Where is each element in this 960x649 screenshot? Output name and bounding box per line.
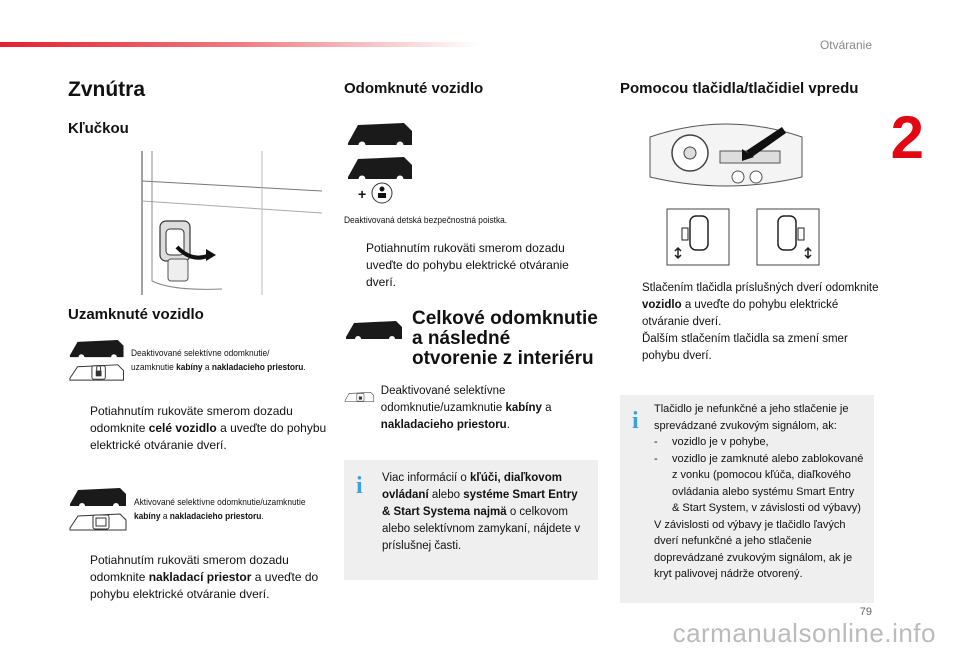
chapter-number: 2 — [890, 104, 924, 171]
info-icon: i — [356, 473, 363, 499]
locked-caption-2a: Aktivované selektívne odomknutie/uzamknutie — [134, 497, 306, 508]
info-buttons-text: Tlačidlo je nefunkčné a jeho stlačenie je sprevádzané zvukovým signálom, ak: - vozidlo je v pohybe, - vozidlo je zamknuté alebo zablokované z vonku (pomocou kľúča, diaľkového ovládania alebo systému Smart Entry & Start System, v závislosti od výbavy) V závislosti od výbavy je tlačidlo ľavých dverí nefunkčné a jeho stlačenie doprevádzané zvukovým signálom, ak je kryt palivovej nádrže otvorený. — [654, 403, 864, 580]
locked-caption-1a: Deaktivované selektívne odomknutie/ — [131, 348, 270, 359]
full-unlock-desc: Deaktivované selektívne odomknutie/uzamknutie kabíny a nakladacieho priestoru. — [380, 385, 552, 431]
locked-caption-2b: kabíny a nakladacieho priestoru. — [134, 511, 264, 522]
locked-bullet-2: Potiahnutím rukoväti smerom dozadu odomknite nakladací priestor a uveďte do pohybu elektrické otváranie dverí. — [90, 553, 319, 601]
full-unlock-heading: Celkové odomknutie a následné otvorenie z interiéru — [412, 308, 598, 369]
left-door-button-icon[interactable] — [666, 208, 730, 266]
handle-heading: Kľučkou — [68, 120, 129, 137]
full-unlock-row — [344, 309, 602, 369]
dashboard-illustration — [646, 117, 806, 195]
front-bullet-2: Ďalším stlačením tlačidla sa zmení smer pohybu dverí. — [642, 333, 848, 362]
front-bullet-1: Stlačením tlačidla príslušných dverí odomknite vozidlo a uveďte do pohybu elektrické otváranie dverí. — [642, 282, 879, 328]
lock-outline-icon — [344, 383, 375, 409]
van-child-lock-icon — [344, 117, 414, 207]
van-cargo-lock-icon — [68, 484, 128, 536]
locked-caption-1b: uzamknutie kabíny a nakladacieho priestoru. — [131, 362, 307, 373]
van-icon — [344, 317, 404, 343]
column-inside — [68, 70, 330, 603]
full-unlock-desc-row — [344, 383, 602, 434]
door-handle-illustration — [112, 151, 322, 295]
page-number: 79 — [859, 606, 872, 618]
locked-caption-row-2 — [68, 484, 330, 536]
info-keys-text: Viac informácií o kľúči, diaľkovom ovládaní alebo systéme Smart Entry & Start Systema najmä o celkovom alebo selektívnom zamykaní, nájdete v príslušnej časti. — [382, 472, 581, 552]
locked-heading: Uzamknuté vozidlo — [68, 306, 204, 323]
page-heading: Zvnútra — [68, 78, 146, 101]
unlocked-bullet: Potiahnutím rukoväti smerom dozadu uveďte do pohybu elektrické otváranie dverí. — [366, 241, 569, 289]
van-lock-icon — [68, 335, 125, 387]
right-door-button-icon[interactable] — [756, 208, 820, 266]
info-icon: i — [632, 408, 639, 434]
column-front-buttons — [620, 70, 880, 603]
locked-caption-row-1 — [68, 335, 330, 387]
door-buttons-row — [666, 208, 880, 266]
unlocked-heading: Odomknuté vozidlo — [344, 80, 484, 97]
front-buttons-heading: Pomocou tlačidla/tlačidiel vpredu — [620, 80, 859, 97]
locked-bullet-1: Potiahnutím rukoväte smerom dozadu odomknite celé vozidlo a uveďte do pohybu elektrické otváranie dverí. — [90, 404, 327, 452]
watermark: carmanualsonline.info — [672, 618, 936, 648]
svg-text:+: + — [358, 186, 367, 202]
header-accent-bar — [0, 42, 480, 47]
section-title: Otváranie — [819, 38, 872, 52]
info-box-buttons — [620, 395, 874, 603]
child-lock-caption: Deaktivovaná detská bezpečnostná poistka. — [344, 215, 508, 226]
column-unlocked — [344, 70, 602, 580]
info-box-keys — [344, 460, 598, 580]
